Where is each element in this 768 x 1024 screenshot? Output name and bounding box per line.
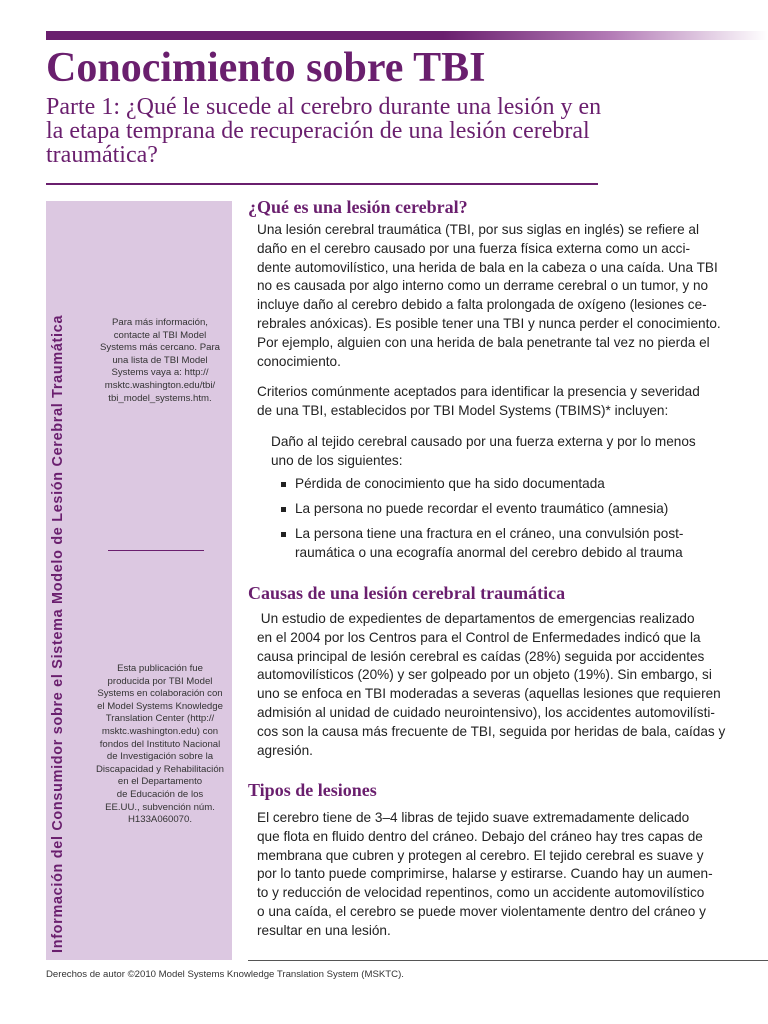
list-item — [281, 500, 721, 519]
text-line: de una TBI, establecidos por TBI Model Systems (TBIMS)* incluyen: — [257, 402, 669, 418]
text-line: automovilísticos (20%) y ser golpeado por un objeto (19%). Sin embargo, si — [257, 667, 712, 683]
paragraph-criteria — [257, 383, 717, 421]
text-line: en el 2004 por los Centros para el Control de Enfermedades indicó que la — [257, 629, 701, 645]
footer-divider — [248, 960, 768, 961]
note-line: Discapacidad y Rehabilitación — [96, 763, 224, 775]
sidebar-publication-note — [94, 663, 226, 827]
subtitle-line: Parte 1: ¿Qué le sucede al cerebro durante una lesión y en — [46, 94, 602, 120]
text-line: Una lesión cerebral traumática (TBI, por sus siglas en inglés) se refiere al — [257, 222, 699, 237]
text-line: La persona no puede recordar el evento traumático (amnesia) — [295, 501, 669, 516]
section-heading-causes: Causas de una lesión cerebral traumática — [248, 583, 566, 603]
note-line: Esta publicación fue — [117, 663, 203, 674]
text-line: uno se enfoca en TBI moderadas a severas (aquellas lesiones que requieren — [257, 686, 721, 702]
text-line: Por ejemplo, alguien con una herida de bala penetrante tal vez no pierda el — [257, 334, 710, 350]
section-heading-what-is: ¿Qué es una lesión cerebral? — [248, 197, 468, 217]
text-line: por lo tanto puede comprimirse, halarse y estirarse. Cuando hay un aumen- — [257, 866, 713, 882]
footer-copyright: Derechos de autor ©2010 Model Systems Knowledge Translation System (MSKTC). — [46, 969, 404, 980]
text-line: uno de los siguientes: — [271, 452, 403, 468]
note-line: Systems más cercano. Para — [100, 342, 220, 354]
paragraph-criteria-intro — [271, 433, 731, 471]
text-line: Daño al tejido cerebral causado por una fuerza externa y por lo menos — [271, 434, 696, 449]
header-accent-bar — [46, 31, 768, 40]
text-line: causa principal de lesión cerebral es caídas (28%) seguida por accidentes — [257, 648, 705, 664]
note-line: EE.UU., subvención núm. — [105, 801, 215, 813]
note-line: una lista de TBI Model — [112, 354, 208, 366]
text-line: admisión al unidad de cuidado neurointensivo), los accidentes automovilísti- — [257, 704, 715, 720]
subtitle-line: traumática? — [46, 142, 158, 168]
note-line: fondos del Instituto Nacional — [99, 738, 221, 750]
subtitle-line: la etapa temprana de recuperación de una lesión cerebral — [46, 118, 590, 144]
text-line: no es causada por algo interno como un derrame cerebral o un tumor, y no — [257, 278, 709, 294]
note-line: contacte al TBI Model — [113, 329, 207, 341]
note-line: H133A060070. — [127, 814, 192, 826]
text-line: Un estudio de expedientes de departamentos de emergencias realizado — [257, 611, 695, 626]
text-line: La persona tiene una fractura en el cráneo, una convulsión post- — [295, 526, 684, 541]
text-line: cos son la causa más frecuente de TBI, seguida por heridas de bala, caídas y — [257, 723, 726, 739]
paragraph-types — [257, 809, 717, 941]
text-line: raumática o una ecografía anormal del cerebro debido al trauma — [295, 544, 683, 560]
text-line: daño en el cerebro causado por una fuerza física externa como un acci- — [257, 240, 690, 256]
text-line: agresión. — [257, 742, 313, 758]
text-line: El cerebro tiene de 3–4 libras de tejido suave extremadamente delicado — [257, 810, 690, 825]
note-line: Systems en colaboración con — [97, 688, 223, 700]
sidebar-divider — [108, 550, 204, 551]
text-line: Criterios comúnmente aceptados para identificar la presencia y severidad — [257, 384, 700, 399]
sidebar-contact-note — [94, 317, 226, 405]
criteria-list-item — [281, 525, 721, 563]
page-title: Conocimiento sobre TBI — [46, 45, 486, 91]
bullet-icon — [281, 482, 286, 487]
text-line: to y reducción de velocidad repentinos, como un accidente automovilístico — [257, 885, 705, 901]
note-line: de Investigación sobre la — [106, 751, 214, 763]
criteria-list-item — [281, 475, 721, 494]
text-line: resultar en una lesión. — [257, 922, 391, 938]
note-line: tbi_model_systems.htm. — [108, 392, 212, 404]
text-line: incluye daño al cerebro debido a falta prolongada de oxígeno (lesiones ce- — [257, 297, 707, 313]
subtitle-divider — [46, 183, 598, 185]
paragraph-definition — [257, 221, 721, 371]
paragraph-causes — [257, 610, 726, 760]
note-line: en el Departamento — [117, 776, 203, 788]
section-heading-types: Tipos de lesiones — [248, 780, 377, 800]
sidebar — [46, 201, 232, 960]
note-line: Translation Center (http:// — [105, 713, 215, 725]
text-line: rebrales anóxicas). Es posible tener una TBI y nunca perder el conocimiento. — [257, 315, 721, 331]
note-line: Para más información, — [112, 317, 208, 328]
bullet-icon — [281, 532, 286, 537]
sidebar-vertical-banner — [46, 201, 72, 960]
text-line: que flota en fluido dentro del cráneo. Debajo del cráneo hay tres capas de — [257, 828, 703, 844]
sidebar-vertical-text: Información del Consumidor sobre el Sistema Modelo de Lesión Cerebral Traumática — [50, 314, 66, 953]
text-line: conocimiento. — [257, 353, 341, 369]
text-line: o una caída, el cerebro se puede mover violentamente dentro del cráneo y — [257, 903, 706, 919]
list-item — [281, 475, 721, 494]
list-item — [281, 525, 721, 563]
text-line: Pérdida de conocimiento que ha sido documentada — [295, 476, 605, 491]
note-line: producida por TBI Model — [107, 675, 213, 687]
note-line: msktc.washington.edu) con — [101, 725, 219, 737]
text-line: membrana que cubren y protegen al cerebro. El tejido cerebral es suave y — [257, 847, 704, 863]
note-line: msktc.washington.edu/tbi/ — [104, 379, 216, 391]
page-subtitle — [46, 95, 706, 167]
note-line: el Model Systems Knowledge — [97, 700, 223, 712]
criteria-list-item — [281, 500, 721, 519]
text-line: dente automovilístico, una herida de bala en la cabeza o una caída. Una TBI — [257, 259, 718, 275]
note-line: de Educación de los — [116, 788, 204, 800]
note-line: Systems vaya a: http:// — [111, 367, 209, 379]
bullet-icon — [281, 507, 286, 512]
